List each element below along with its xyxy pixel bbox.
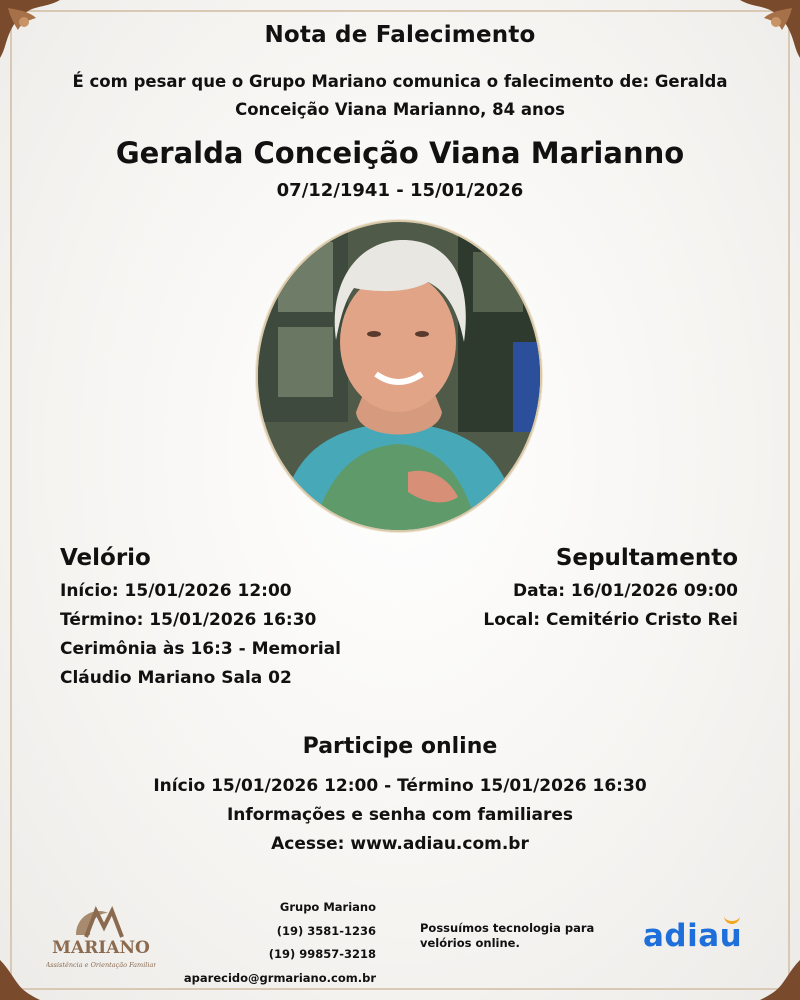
velorio-termino: Término: 15/01/2026 16:30 <box>60 610 317 630</box>
contact-block <box>170 896 376 990</box>
online-schedule: Início 15/01/2026 12:00 - Término 15/01/2026 16:30 <box>153 776 647 796</box>
portrait-photo <box>258 222 540 530</box>
online-details <box>0 772 800 859</box>
mariano-logo <box>46 905 156 971</box>
company-name: Grupo Mariano <box>279 900 376 914</box>
velorio-heading: Velório <box>60 545 151 571</box>
phone-2[interactable]: (19) 99857-3218 <box>268 947 376 961</box>
sepultamento-data: Data: 16/01/2026 09:00 <box>513 581 738 601</box>
online-link[interactable]: Acesse: www.adiau.com.br <box>271 834 529 854</box>
velorio-cerimonia-line2: Cláudio Mariano Sala 02 <box>60 668 292 688</box>
sepultamento-local: Local: Cemitério Cristo Rei <box>483 610 738 630</box>
tech-note: Possuímos tecnologia para velórios online. <box>420 921 595 950</box>
sepultamento-section <box>408 545 738 635</box>
notice-title: Nota de Falecimento <box>264 22 536 48</box>
velorio-section <box>60 545 390 693</box>
life-dates: 07/12/1941 - 15/01/2026 <box>276 180 524 201</box>
sepultamento-heading: Sepultamento <box>555 545 738 571</box>
online-info: Informações e senha com familiares <box>226 805 574 825</box>
velorio-inicio: Início: 15/01/2026 12:00 <box>60 581 292 601</box>
deceased-name: Geralda Conceição Viana Marianno <box>115 136 685 170</box>
adiau-logo[interactable]: adiau <box>643 918 743 954</box>
logo-text: MARIANO <box>52 938 150 958</box>
notice-intro: É com pesar que o Grupo Mariano comunica o falecimento de: Geralda Conceição Viana Marianno, 84 anos <box>72 72 728 119</box>
online-heading: Participe online <box>302 734 498 759</box>
email-link[interactable]: aparecido@grmariano.com.br <box>183 970 376 985</box>
velorio-cerimonia-line1: Cerimônia às 16:3 - Memorial <box>60 639 341 659</box>
logo-tagline: Assistência e Orientação Familiar <box>46 961 156 969</box>
phone-1[interactable]: (19) 3581-1236 <box>276 923 376 938</box>
